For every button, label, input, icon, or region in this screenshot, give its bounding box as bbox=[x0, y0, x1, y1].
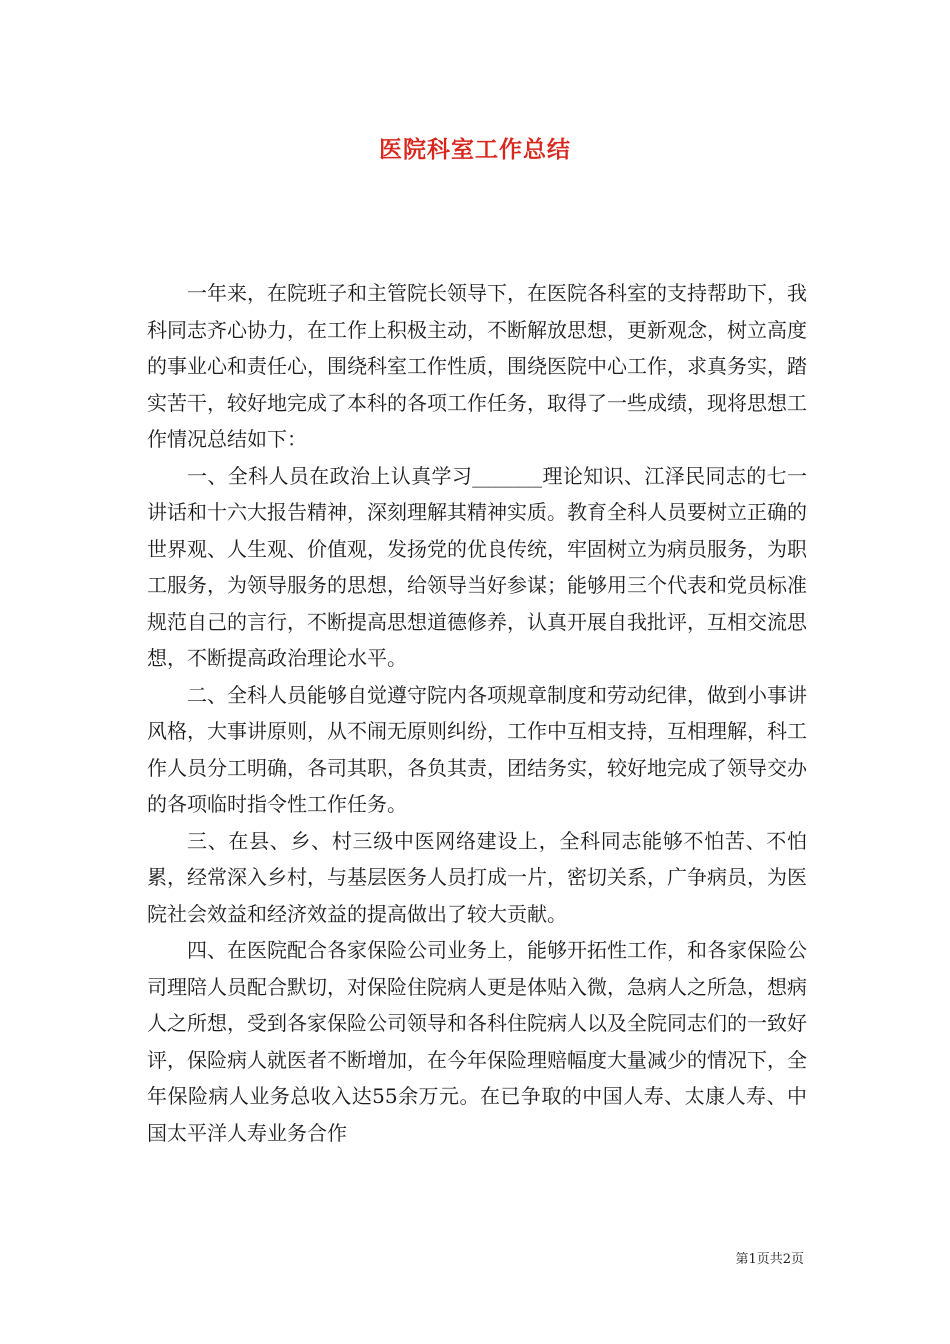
paragraph-section-3: 三、在县、乡、村三级中医网络建设上，全科同志能够不怕苦、不怕累，经常深入乡村，与基层医务人员打成一片，密切关系，广争病员，为医院社会效益和经济效益的提高做出了较大贡献。 bbox=[147, 828, 807, 926]
paragraph-section-2: 二、全科人员能够自觉遵守院内各项规章制度和劳动纪律，做到小事讲风格，大事讲原则，从不闹无原则纠纷，工作中互相支持，互相理解，科工作人员分工明确，各司其职，各负其责，团结务实，较好地完成了领导交办的各项临时指令性工作任务。 bbox=[147, 682, 807, 816]
page-number-footer: 第1页共2页 bbox=[735, 1252, 804, 1267]
paragraph-intro: 一年来，在院班子和主管院长领导下，在医院各科室的支持帮助下，我科同志齐心协力，在工作上积极主动，不断解放思想，更新观念，树立高度的事业心和责任心，围绕科室工作性质，围绕医院中心工作，求真务实，踏实苦干，较好地完成了本科的各项工作任务，取得了一些成绩，现将思想工作情况总结如下： bbox=[147, 281, 807, 451]
document-title: 医院科室工作总结 bbox=[379, 136, 571, 163]
document-body bbox=[147, 275, 807, 1151]
paragraph-section-4: 四、在医院配合各家保险公司业务上，能够开拓性工作，和各家保险公司理陪人员配合默切，对保险住院病人更是体贴入微，急病人之所急，想病人之所想，受到各家保险公司领导和各科住院病人以及全院同志们的一致好评，保险病人就医者不断增加，在今年保险理赔幅度大量减少的情况下，全年保险病人业务总收入达55余万元。在已争取的中国人寿、太康人寿、中国太平洋人寿业务合作 bbox=[147, 938, 807, 1145]
paragraph-section-1: 一、全科人员在政治上认真学习_______理论知识、江泽民同志的七一讲话和十六大报告精神，深刻理解其精神实质。教育全科人员要树立正确的世界观、人生观、价值观，发扬党的优良传统，牢固树立为病员服务，为职工服务，为领导服务的思想，给领导当好参谋；能够用三个代表和党员标准规范自己的言行，不断提高思想道德修养，认真开展自我批评，互相交流思想，不断提高政治理论水平。 bbox=[147, 463, 807, 670]
